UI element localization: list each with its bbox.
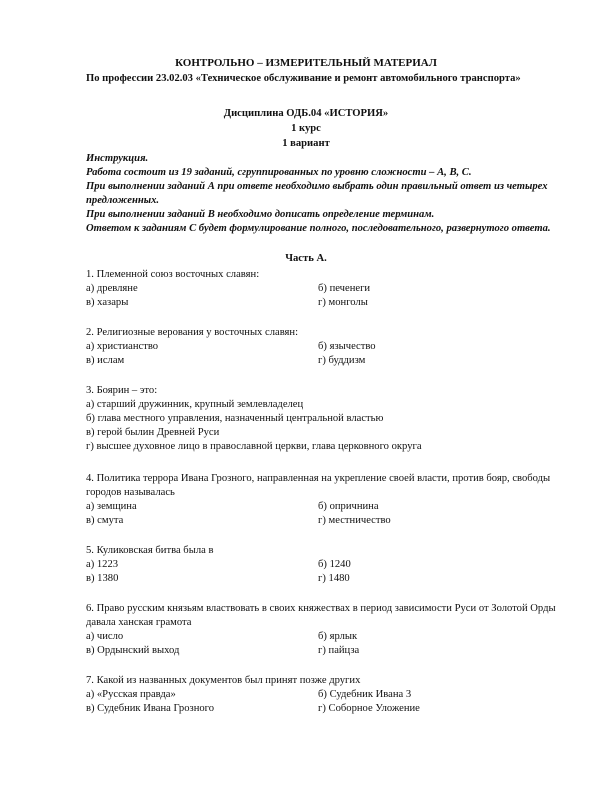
instruction-line: При выполнении заданий А при ответе необходимо выбрать один правильный ответ из четырех предложенных.	[86, 180, 548, 206]
answer-option: г) высшее духовное лицо в православной церкви, глава церковного округа	[86, 440, 422, 452]
answer-option: г) пайцза	[318, 644, 360, 656]
instruction-line: Ответом к заданиям С будет формулирование полного, последовательного, развернутого ответа.	[86, 222, 551, 234]
answer-option: а) земщина	[86, 500, 137, 512]
discipline-line: Дисциплина ОДБ.04 «ИСТОРИЯ»	[223, 108, 389, 119]
answer-option: г) Соборное Уложение	[318, 702, 420, 714]
answer-option: а) древляне	[86, 282, 138, 294]
answer-option: в) ислам	[86, 354, 125, 366]
document-title: КОНТРОЛЬНО – ИЗМЕРИТЕЛЬНЫЙ МАТЕРИАЛ	[175, 57, 437, 69]
instruction-heading: Инструкция.	[86, 153, 149, 164]
question-text: 7. Какой из названных документов был принят позже других	[86, 675, 361, 686]
answer-option: г) 1480	[318, 572, 350, 584]
answer-option: а) 1223	[86, 558, 119, 570]
part-title: Часть А.	[285, 253, 327, 264]
question-3	[86, 384, 556, 454]
question-6	[86, 602, 556, 658]
answer-option: б) язычество	[318, 340, 376, 352]
question-2	[86, 326, 556, 368]
question-7	[86, 674, 556, 716]
answer-option: б) 1240	[318, 558, 351, 570]
profession-line: По профессии 23.02.03 «Техническое обслуживание и ремонт автомобильного транспорта»	[86, 73, 521, 84]
answer-option: б) печенеги	[318, 282, 371, 294]
answer-option: г) местничество	[318, 514, 391, 526]
answer-option: б) Судебник Ивана 3	[318, 688, 412, 700]
answer-option: б) глава местного управления, назначенный центральной властью	[86, 412, 384, 424]
answer-option: г) буддизм	[318, 354, 366, 366]
instruction-line: При выполнении заданий В необходимо дописать определение терминам.	[86, 208, 435, 220]
question-text: 3. Боярин – это:	[86, 385, 158, 396]
question-text: 2. Религиозные верования у восточных славян:	[86, 327, 299, 338]
question-text: 6. Право русским князьям властвовать в своих княжествах в период зависимости Руси от Золотой Орды давала ханская грамота	[86, 603, 556, 628]
course-line: 1 курс	[291, 123, 321, 134]
answer-option: в) герой былин Древней Руси	[86, 426, 220, 438]
answer-option: в) хазары	[86, 296, 129, 308]
answer-option: а) «Русская правда»	[86, 688, 176, 700]
instructions-block	[86, 152, 556, 236]
answer-option: а) число	[86, 630, 124, 642]
instruction-line: Работа состоит из 19 заданий, сгруппированных по уровню сложности – А, В, С.	[86, 166, 472, 178]
question-1	[86, 268, 556, 310]
answer-option: а) христианство	[86, 340, 159, 352]
question-text: 5. Куликовская битва была в	[86, 545, 214, 556]
variant-line: 1 вариант	[282, 138, 330, 149]
answer-option: б) ярлык	[318, 630, 358, 642]
answer-option: б) опричнина	[318, 500, 379, 512]
answer-option: в) Судебник Ивана Грозного	[86, 702, 215, 714]
answer-option: в) 1380	[86, 572, 119, 584]
question-4	[86, 472, 556, 528]
answer-option: в) Ордынский выход	[86, 644, 180, 656]
question-text: 4. Политика террора Ивана Грозного, направленная на укрепление своей власти, против бояр, свободы городов называлась	[86, 473, 551, 498]
question-text: 1. Племенной союз восточных славян:	[86, 269, 260, 280]
answer-option: а) старший дружинник, крупный землевладелец	[86, 398, 304, 410]
question-5	[86, 544, 556, 586]
answer-option: г) монголы	[318, 296, 368, 308]
answer-option: в) смута	[86, 514, 124, 526]
